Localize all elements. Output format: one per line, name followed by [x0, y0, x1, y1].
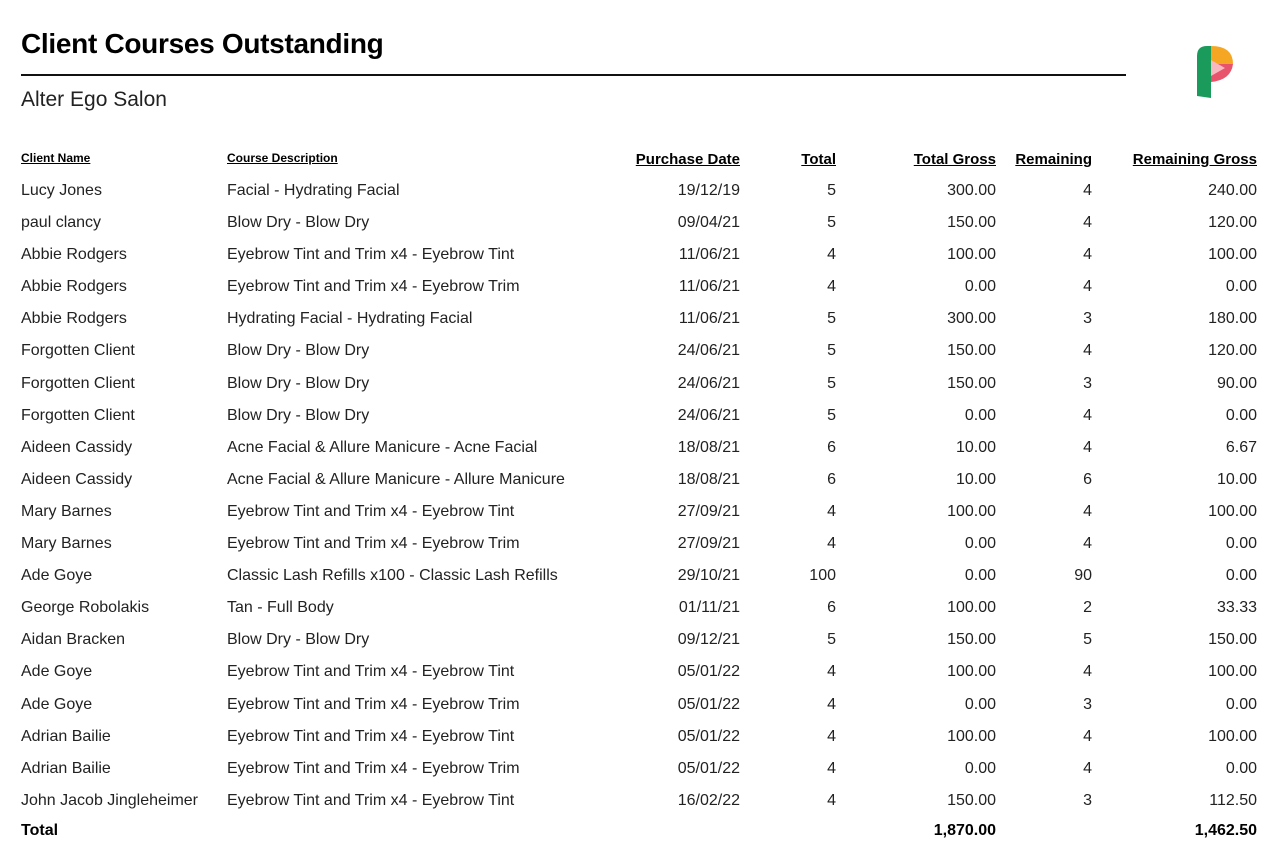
purchase-date-cell: 24/06/21	[677, 374, 740, 392]
total-cell: 5	[827, 631, 836, 649]
total-gross-cell: 300.00	[947, 310, 996, 328]
purchase-date-cell: 05/01/22	[677, 759, 740, 777]
course-description-cell: Acne Facial & Allure Manicure - Acne Facial	[227, 438, 538, 456]
remaining-cell: 4	[1083, 727, 1092, 745]
purchase-date-cell: 16/02/22	[677, 791, 740, 809]
remaining-gross-cell: 100.00	[1208, 663, 1257, 681]
total-cell: 6	[827, 438, 836, 456]
purchase-date-cell: 18/08/21	[677, 438, 740, 456]
remaining-gross-cell: 0.00	[1225, 567, 1257, 585]
course-description-cell: Eyebrow Tint and Trim x4 - Eyebrow Tint	[227, 727, 515, 745]
course-description-cell: Blow Dry - Blow Dry	[227, 631, 370, 649]
remaining-cell: 4	[1083, 342, 1092, 360]
remaining-gross-cell: 100.00	[1208, 502, 1257, 520]
remaining-gross-cell: 33.33	[1216, 599, 1257, 617]
total-gross-cell: 150.00	[947, 791, 996, 809]
total-gross-cell: 100.00	[947, 599, 996, 617]
total-cell: 6	[827, 599, 836, 617]
header-total: Total	[801, 151, 836, 168]
client-name-cell: John Jacob Jingleheimer	[21, 791, 198, 809]
course-description-cell: Facial - Hydrating Facial	[227, 182, 400, 199]
total-cell: 4	[827, 695, 836, 713]
table-row	[0, 464, 1283, 496]
table-row	[0, 592, 1283, 624]
purchase-date-cell: 05/01/22	[677, 727, 740, 745]
purchase-date-cell: 09/12/21	[677, 631, 740, 649]
total-gross-cell: 10.00	[955, 470, 996, 488]
remaining-cell: 4	[1083, 663, 1092, 681]
course-description-cell: Tan - Full Body	[227, 599, 334, 617]
table-row	[0, 656, 1283, 688]
total-gross-cell: 0.00	[964, 567, 996, 585]
client-name-cell: George Robolakis	[21, 599, 150, 617]
remaining-cell: 2	[1083, 599, 1092, 617]
client-name-cell: Abbie Rodgers	[21, 310, 127, 328]
table-row	[0, 303, 1283, 335]
total-gross-cell: 150.00	[947, 374, 996, 392]
course-description-cell: Blow Dry - Blow Dry	[227, 214, 370, 232]
client-name-cell: Ade Goye	[21, 695, 93, 713]
course-description-cell: Eyebrow Tint and Trim x4 - Eyebrow Tint	[227, 663, 515, 681]
remaining-cell: 3	[1083, 791, 1092, 809]
total-cell: 6	[827, 470, 836, 488]
table-row	[0, 432, 1283, 464]
table-row	[0, 207, 1283, 239]
total-gross-cell: 0.00	[964, 695, 996, 713]
remaining-gross-cell: 90.00	[1216, 374, 1257, 392]
total-gross-cell: 150.00	[947, 214, 996, 232]
purchase-date-cell: 01/11/21	[678, 599, 740, 617]
table-row	[0, 528, 1283, 560]
course-description-cell: Eyebrow Tint and Trim x4 - Eyebrow Tint	[227, 502, 515, 520]
course-description-cell: Acne Facial & Allure Manicure - Allure Manicure	[227, 470, 565, 488]
remaining-gross-cell: 240.00	[1208, 182, 1257, 199]
remaining-cell: 4	[1083, 759, 1092, 777]
purchase-date-cell: 11/06/21	[678, 310, 740, 328]
total-cell: 5	[827, 182, 836, 199]
remaining-cell: 4	[1083, 438, 1092, 456]
total-cell: 4	[827, 663, 836, 681]
client-name-cell: Aideen Cassidy	[21, 470, 133, 488]
table-row	[0, 721, 1283, 753]
total-cell: 4	[827, 278, 836, 296]
remaining-gross-cell: 0.00	[1225, 406, 1257, 424]
total-cell: 5	[827, 214, 836, 232]
total-gross-cell: 100.00	[947, 727, 996, 745]
phorest-logo-icon	[1195, 44, 1235, 100]
total-gross-cell: 100.00	[947, 502, 996, 520]
purchase-date-cell: 18/08/21	[677, 470, 740, 488]
remaining-gross-cell: 112.50	[1209, 791, 1257, 809]
course-description-cell: Blow Dry - Blow Dry	[227, 342, 370, 360]
purchase-date-cell: 11/06/21	[678, 278, 740, 296]
purchase-date-cell: 24/06/21	[677, 342, 740, 360]
remaining-cell: 4	[1083, 182, 1092, 199]
table-row	[0, 624, 1283, 656]
client-name-cell: Aideen Cassidy	[21, 438, 133, 456]
total-gross-cell: 100.00	[947, 663, 996, 681]
totals-label: Total	[21, 822, 59, 839]
client-name-cell: Mary Barnes	[21, 502, 112, 520]
table-row	[0, 400, 1283, 432]
course-description-cell: Eyebrow Tint and Trim x4 - Eyebrow Tint	[227, 246, 515, 264]
client-name-cell: Lucy Jones	[21, 182, 102, 199]
remaining-cell: 4	[1083, 246, 1092, 264]
title-divider	[21, 74, 1126, 76]
total-cell: 4	[827, 791, 836, 809]
total-cell: 5	[827, 374, 836, 392]
total-cell: 4	[827, 535, 836, 553]
total-cell: 5	[827, 406, 836, 424]
client-name-cell: Forgotten Client	[21, 374, 135, 392]
remaining-cell: 6	[1083, 470, 1092, 488]
course-description-cell: Hydrating Facial - Hydrating Facial	[227, 310, 473, 328]
remaining-cell: 4	[1083, 278, 1092, 296]
remaining-gross-cell: 180.00	[1208, 310, 1257, 328]
remaining-gross-cell: 0.00	[1225, 535, 1257, 553]
purchase-date-cell: 24/06/21	[677, 406, 740, 424]
client-name-cell: Abbie Rodgers	[21, 278, 127, 296]
total-gross-cell: 0.00	[964, 759, 996, 777]
table-row	[0, 239, 1283, 271]
course-description-cell: Eyebrow Tint and Trim x4 - Eyebrow Tint	[227, 791, 515, 809]
table-row	[0, 368, 1283, 400]
remaining-cell: 4	[1083, 214, 1092, 232]
total-gross-cell: 0.00	[964, 406, 996, 424]
header-client-name: Client Name	[21, 151, 91, 165]
total-gross-cell: 150.00	[947, 342, 996, 360]
remaining-cell: 3	[1083, 695, 1092, 713]
course-description-cell: Blow Dry - Blow Dry	[227, 374, 370, 392]
salon-name: Alter Ego Salon	[21, 88, 167, 111]
remaining-cell: 3	[1083, 374, 1092, 392]
total-cell: 5	[827, 310, 836, 328]
purchase-date-cell: 09/04/21	[677, 214, 740, 232]
total-cell: 4	[827, 246, 836, 264]
total-gross-cell: 300.00	[947, 182, 996, 199]
purchase-date-cell: 27/09/21	[677, 502, 740, 520]
client-name-cell: Mary Barnes	[21, 535, 112, 553]
purchase-date-cell: 05/01/22	[677, 663, 740, 681]
client-name-cell: Forgotten Client	[21, 406, 135, 424]
client-name-cell: Forgotten Client	[21, 342, 135, 360]
remaining-cell: 4	[1083, 406, 1092, 424]
remaining-gross-cell: 10.00	[1216, 470, 1257, 488]
purchase-date-cell: 29/10/21	[677, 567, 740, 585]
client-name-cell: Adrian Bailie	[21, 727, 111, 745]
remaining-cell: 4	[1083, 535, 1092, 553]
course-description-cell: Blow Dry - Blow Dry	[227, 406, 370, 424]
course-description-cell: Eyebrow Tint and Trim x4 - Eyebrow Trim	[227, 278, 520, 296]
total-cell: 4	[827, 727, 836, 745]
remaining-cell: 5	[1083, 631, 1092, 649]
table-row	[0, 560, 1283, 592]
total-gross-cell: 10.00	[955, 438, 996, 456]
remaining-gross-cell: 120.00	[1208, 214, 1257, 232]
header-purchase-date: Purchase Date	[635, 151, 740, 168]
header-remaining-gross: Remaining Gross	[1132, 151, 1257, 168]
course-description-cell: Eyebrow Tint and Trim x4 - Eyebrow Trim	[227, 535, 520, 553]
totals-total-gross: 1,870.00	[933, 822, 996, 839]
client-name-cell: Aidan Bracken	[21, 631, 126, 649]
purchase-date-cell: 05/01/22	[677, 695, 740, 713]
client-name-cell: Abbie Rodgers	[21, 246, 127, 264]
remaining-gross-cell: 0.00	[1225, 759, 1257, 777]
purchase-date-cell: 11/06/21	[678, 246, 740, 264]
total-gross-cell: 100.00	[947, 246, 996, 264]
remaining-gross-cell: 0.00	[1225, 695, 1257, 713]
client-name-cell: Ade Goye	[21, 663, 93, 681]
report-title: Client Courses Outstanding	[21, 28, 384, 59]
total-cell: 4	[827, 502, 836, 520]
remaining-gross-cell: 150.00	[1208, 631, 1257, 649]
purchase-date-cell: 19/12/19	[677, 182, 740, 199]
table-row	[0, 753, 1283, 785]
totals-row	[0, 822, 1283, 846]
remaining-cell: 90	[1074, 567, 1092, 585]
remaining-cell: 3	[1083, 310, 1092, 328]
header-course-description: Course Description	[227, 151, 338, 165]
remaining-gross-cell: 120.00	[1208, 342, 1257, 360]
total-cell: 100	[809, 567, 836, 585]
total-gross-cell: 0.00	[964, 535, 996, 553]
total-cell: 4	[827, 759, 836, 777]
remaining-gross-cell: 0.00	[1225, 278, 1257, 296]
table-row	[0, 689, 1283, 721]
course-description-cell: Eyebrow Tint and Trim x4 - Eyebrow Trim	[227, 759, 520, 777]
remaining-cell: 4	[1083, 502, 1092, 520]
total-gross-cell: 0.00	[964, 278, 996, 296]
purchase-date-cell: 27/09/21	[677, 535, 740, 553]
header-total-gross: Total Gross	[913, 151, 996, 168]
total-gross-cell: 150.00	[947, 631, 996, 649]
table-row	[0, 175, 1283, 207]
totals-remaining-gross: 1,462.50	[1194, 822, 1257, 839]
course-description-cell: Classic Lash Refills x100 - Classic Lash Refills	[227, 567, 558, 585]
course-description-cell: Eyebrow Tint and Trim x4 - Eyebrow Trim	[227, 695, 520, 713]
table-row	[0, 496, 1283, 528]
remaining-gross-cell: 100.00	[1208, 727, 1257, 745]
total-cell: 5	[827, 342, 836, 360]
client-name-cell: Adrian Bailie	[21, 759, 111, 777]
courses-table	[0, 175, 1283, 817]
remaining-gross-cell: 6.67	[1225, 438, 1257, 456]
client-name-cell: paul clancy	[21, 214, 102, 232]
table-row	[0, 335, 1283, 367]
remaining-gross-cell: 100.00	[1208, 246, 1257, 264]
client-name-cell: Ade Goye	[21, 567, 93, 585]
header-remaining: Remaining	[1015, 151, 1092, 168]
table-row	[0, 785, 1283, 817]
table-row	[0, 271, 1283, 303]
